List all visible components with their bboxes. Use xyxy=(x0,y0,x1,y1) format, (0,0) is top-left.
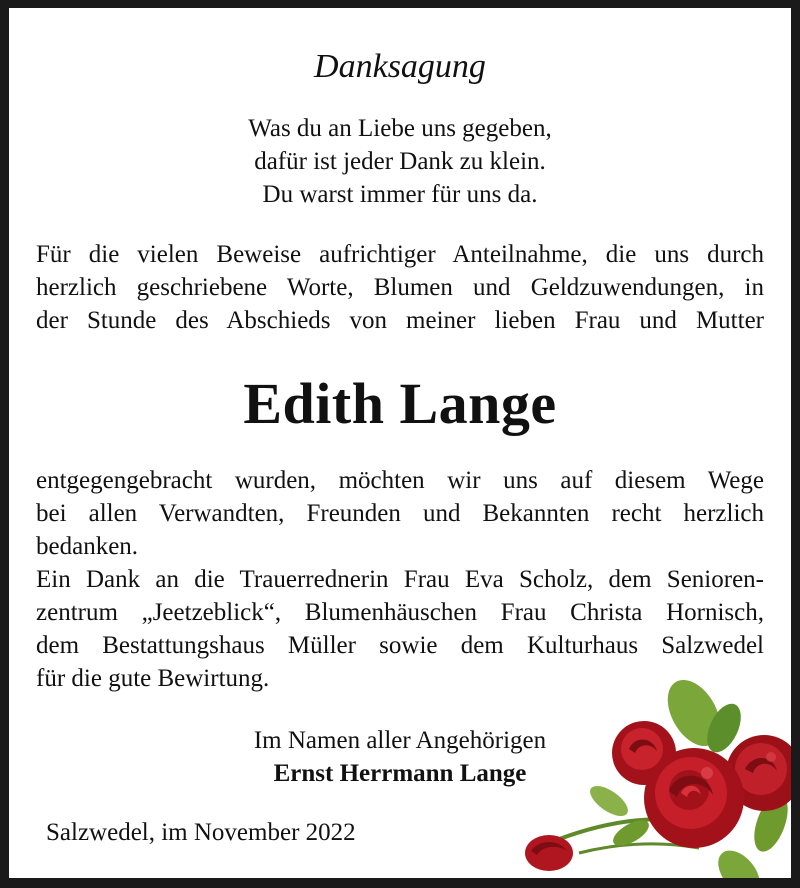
poem-line: Du warst immer für uns da. xyxy=(262,181,538,208)
place-date: Salzwedel, im November 2022 xyxy=(46,819,356,846)
deceased-name: Edith Lange xyxy=(243,371,557,436)
poem xyxy=(9,112,791,211)
body-paragraph xyxy=(36,464,764,695)
intro-line: der Stunde des Abschieds von meiner lieben Frau und Mutter xyxy=(36,307,764,334)
body-line: für die gute Bewirtung. xyxy=(36,665,270,692)
body-line: zentrum „Jeetzeblick“, Blumenhäuschen Frau Christa Hornisch, xyxy=(36,599,764,626)
intro-paragraph xyxy=(36,238,764,337)
signer-name: Ernst Herrmann Lange xyxy=(273,760,527,787)
notice-title: Danksagung xyxy=(314,48,486,85)
body-line: entgegengebracht wurden, möchten wir uns auf diesem Wege xyxy=(36,467,764,494)
intro-line: herzlich geschriebene Worte, Blumen und Geldzuwendungen, in xyxy=(36,274,764,301)
poem-line: dafür ist jeder Dank zu klein. xyxy=(254,148,546,175)
body-line: dem Bestattungshaus Müller sowie dem Kulturhaus Salzwedel xyxy=(36,632,764,659)
intro-line: Für die vielen Beweise aufrichtiger Anteilnahme, die uns durch xyxy=(36,241,764,268)
poem-line: Was du an Liebe uns gegeben, xyxy=(248,115,552,142)
signature-intro: Im Namen aller Angehörigen xyxy=(253,727,547,754)
body-line: Ein Dank an die Trauerrednerin Frau Eva Scholz, dem Senioren- xyxy=(36,566,764,593)
body-line: bei allen Verwandten, Freunden und Bekannten recht herzlich xyxy=(36,500,764,527)
body-line: bedanken. xyxy=(36,533,139,560)
roses-illustration xyxy=(509,673,799,888)
